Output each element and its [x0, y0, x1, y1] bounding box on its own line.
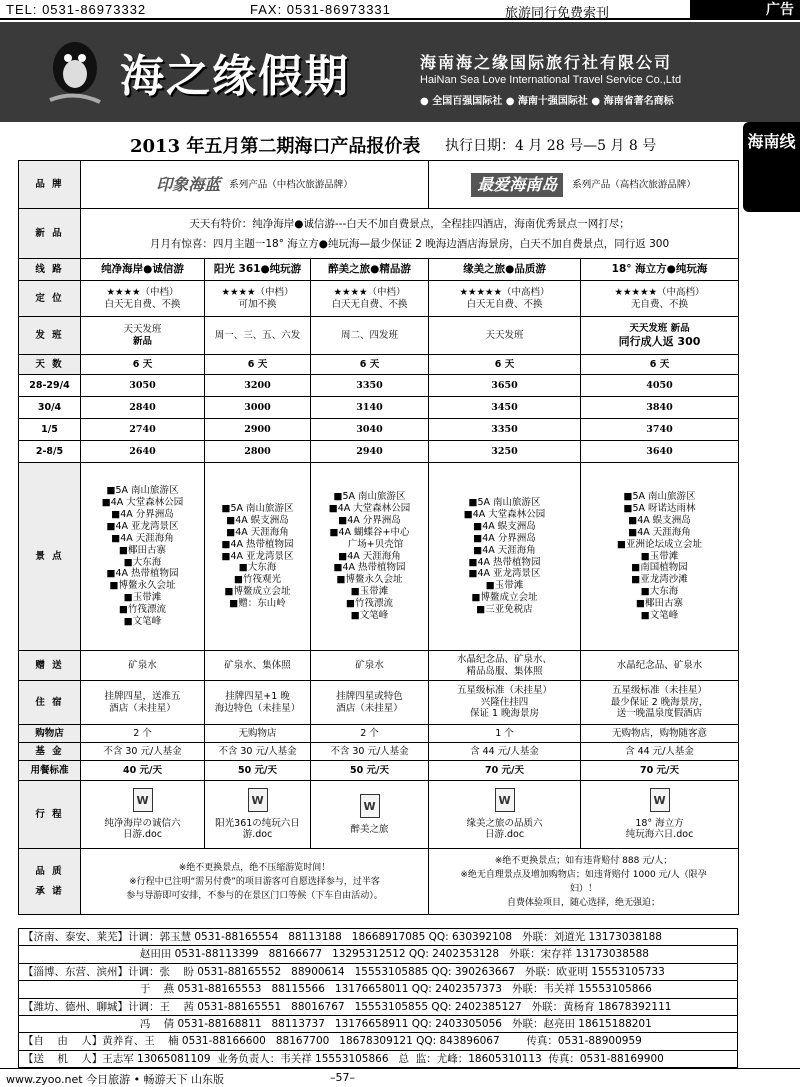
price-value: 3840: [581, 397, 739, 419]
row-label: 线 路: [19, 259, 81, 281]
spot-list: ■5A 南山旅游区 ■4A 大堂森林公园 ■4A 分界洲岛 ■4A 蝴蝶谷+中心 广场+贝壳馆 ■4A 天涯海角 ■4A 热带植物园 ■博鳌永久会址 ■玉带滩 ■竹筏漂流 ■文笔峰: [311, 463, 429, 651]
itinerary-attachment[interactable]: [429, 781, 581, 849]
price-value: 3650: [429, 375, 581, 397]
contact-line: 【潍坊、德州、聊城】计调：王 茜 0531-88165551 88016767 15553105855 QQ: 2402385127 外联：黄杨育 18678392111: [19, 998, 738, 1015]
star-rating: ★★★★（中档）: [221, 286, 294, 298]
gift-value: 水晶纪念品、矿泉水、 精品岛服、集体照: [429, 651, 581, 681]
price-value: 2740: [81, 419, 205, 441]
fund-value: 不含 30 元/人基金: [205, 743, 311, 761]
route-name: 缘美之旅●品质游: [429, 259, 581, 281]
spot-list: ■5A 南山旅游区 ■4A 蜈支洲岛 ■4A 天涯海角 ■4A 热带植物园 ■4A 亚龙湾景区 ■大东海 ■竹筏观光 ■博鳌成立会址 ■赠：东山岭: [205, 463, 311, 651]
document-name[interactable]: 阳光361の纯玩六日 游.doc: [215, 818, 300, 841]
shop-value: 无购物店: [205, 725, 311, 743]
star-rating: ★★★★★（中高档）: [614, 286, 705, 298]
document-name[interactable]: 18° 海立方 纯玩海六日.doc: [625, 818, 694, 841]
meal-value: 40 元/天: [81, 761, 205, 781]
row-label: 景 点: [19, 463, 81, 651]
row-label: 基 金: [19, 743, 81, 761]
price-value: 3140: [311, 397, 429, 419]
meal-value: 70 元/天: [429, 761, 581, 781]
gift-value: 水晶纪念品、矿泉水: [581, 651, 739, 681]
new-product-line: 天天有特价：纯净海岸●诚信游---白天不加自费景点，全程挂四酒店，海南优秀景点一网打尽；: [189, 217, 630, 230]
shop-value: 无购物店，购物随客意: [581, 725, 739, 743]
contact-line: 【淄博、东营、滨州】计调：张 盼 0531-88165552 88900614 15553105885 QQ: 390263667 外联：欧亚明 15553105733: [19, 963, 738, 980]
contact-line: 【自 由 人】黄养育、王 楠 0531-88166600 88167700 18678309121 QQ: 843896067 传真：0531-88900959: [19, 1033, 738, 1050]
spot-list: ■5A 南山旅游区 ■4A 大堂森林公园 ■4A 分界洲岛 ■4A 亚龙湾景区 ■4A 天涯海角 ■椰田古寨 ■大东海 ■4A 热带植物园 ■博鳌永久会址 ■玉带滩 ■竹筏漂流 ■文笔峰: [81, 463, 205, 651]
itinerary-attachment[interactable]: [311, 781, 429, 849]
price-value: 2640: [81, 441, 205, 463]
brand-desc: 系列产品（中档次旅游品牌）: [229, 179, 353, 190]
gift-value: 矿泉水: [311, 651, 429, 681]
page-footer: [0, 1068, 800, 1086]
price-value: 2940: [311, 441, 429, 463]
price-date: 28-29/4: [19, 375, 81, 397]
ad-badge: 广告: [690, 0, 800, 20]
price-value: 3000: [205, 397, 311, 419]
brand-row: [19, 161, 739, 209]
page-title: 2013 年五月第二期海口产品报价表: [130, 136, 421, 157]
price-date: 1/5: [19, 419, 81, 441]
promise-left: ※绝不更换景点，绝不压缩游览时间！ ※行程中已注明“需另付费”的项目游客可自愿选择参与，过半客 参与导游即可安排，不参与的在景区门口等候（下车自由活动）。: [81, 849, 429, 915]
word-document-icon[interactable]: [650, 788, 670, 812]
depart-schedule: 天天发班 新品: [629, 322, 690, 334]
star-rating: ★★★★（中档）: [106, 286, 179, 298]
price-value: 3740: [581, 419, 739, 441]
meal-row: [19, 761, 739, 781]
depart-schedule: 周一、三、五、六发: [214, 329, 301, 341]
route-name: 纯净海岸●诚信游: [81, 259, 205, 281]
price-table: [18, 160, 739, 915]
days-value: 6 天: [311, 355, 429, 375]
star-rating: ★★★★★（中高档）: [459, 286, 550, 298]
spot-list: ■5A 南山旅游区 ■4A 大堂森林公园 ■4A 蜈支洲岛 ■4A 分界洲岛 ■4A 天涯海角 ■4A 热带植物园 ■4A 亚龙湾景区 ■玉带滩 ■博鳌成立会址 ■三亚免税店: [429, 463, 581, 651]
document-name[interactable]: 醉美之旅: [350, 823, 389, 835]
stay-value: 挂牌四星+1 晚 海边特色（未挂星）: [205, 681, 311, 725]
top-bar: [0, 0, 800, 20]
row-label: 品 牌: [19, 161, 81, 209]
row-label: 住 宿: [19, 681, 81, 725]
stay-value: 挂牌四星，送准五 酒店（未挂星）: [81, 681, 205, 725]
price-value: 3450: [429, 397, 581, 419]
spots-row: [19, 463, 739, 651]
row-label: 购物店: [19, 725, 81, 743]
position-note: 无自费、不换: [630, 298, 688, 310]
contact-line: 【济南、泰安、莱芜】计调：郭玉慧 0531-88165554 88113188 18668917085 QQ: 630392108 外联：刘道光 13173038188: [19, 929, 738, 946]
price-value: 3250: [429, 441, 581, 463]
days-value: 6 天: [581, 355, 739, 375]
fax-number: FAX: 0531-86973331: [250, 2, 391, 17]
fund-value: 不含 30 元/人基金: [311, 743, 429, 761]
footer-site: www.zyoo.net 今日旅游 • 畅游天下 山东版: [6, 1073, 225, 1086]
row-label: 品 质 承 诺: [19, 849, 81, 915]
price-value: 3350: [429, 419, 581, 441]
price-date: 30/4: [19, 397, 81, 419]
position-note: 白天无自费、不换: [104, 298, 181, 310]
depart-schedule: 天天发班: [485, 329, 524, 341]
position-note: 白天无自费、不换: [466, 298, 543, 310]
contact-line: 【送 机 人】王志军 13065081109 业务负责人：韦关祥 15553105866 总 监：尤峰：18605310113 传真：0531-88169900: [19, 1050, 738, 1067]
depart-schedule: 周二、四发班: [340, 329, 398, 341]
days-row: [19, 355, 739, 375]
gift-value: 矿泉水: [81, 651, 205, 681]
depart-note: 同行成人返 300: [618, 334, 701, 348]
price-row: [19, 397, 739, 419]
row-label: 用餐标准: [19, 761, 81, 781]
position-note: 可加不换: [238, 298, 277, 310]
price-row: [19, 375, 739, 397]
price-value: 3040: [311, 419, 429, 441]
row-label: 发 班: [19, 317, 81, 355]
price-row: [19, 419, 739, 441]
position-row: [19, 281, 739, 317]
dolphin-mascot-icon: [40, 30, 110, 110]
price-value: 2840: [81, 397, 205, 419]
word-document-icon[interactable]: [248, 788, 268, 812]
new-products-row: [19, 209, 739, 259]
company-name-en: HaiNan Sea Love International Travel Service Co.,Ltd: [420, 74, 682, 86]
promise-right: ※绝不更换景点；如有违背赔付 888 元/人； ※绝无自理景点及增加购物店；如违背赔付 1000 元/人（限孕 妇）！ 自费体验项目，随心选择，绝无强迫；: [429, 849, 739, 915]
new-product-line: 月月有惊喜：四月主题一18° 海立方●纯玩海—最少保证 2 晚海边酒店海景房，白天不加自费景点，同行返 300: [149, 237, 670, 250]
price-value: 3640: [581, 441, 739, 463]
brand-desc: 系列产品（高档次旅游品牌）: [572, 179, 696, 190]
days-value: 6 天: [205, 355, 311, 375]
row-label: 新 品: [19, 209, 81, 259]
spot-list: ■5A 南山旅游区 ■5A 呀诺达雨林 ■4A 蜈支洲岛 ■4A 天涯海角 ■亚洲论坛成立会址 ■玉带滩 ■南国植物园 ■亚龙湾沙滩 ■大东海 ■椰田古寨 ■文笔峰: [581, 463, 739, 651]
itinerary-attachment[interactable]: [581, 781, 739, 849]
price-value: 2800: [205, 441, 311, 463]
brand-logo: 海之缘假期: [120, 51, 350, 102]
contact-table: [18, 928, 738, 1068]
fund-value: 含 44 元/人基金: [429, 743, 581, 761]
shop-value: 1 个: [429, 725, 581, 743]
price-value: 4050: [581, 375, 739, 397]
stay-value: 挂牌四星或特色 酒店（未挂星）: [311, 681, 429, 725]
price-date: 2-8/5: [19, 441, 81, 463]
price-value: 2900: [205, 419, 311, 441]
contact-line: 赵田田 0531-88113399 88166677 13295312512 QQ: 2402353128 外联：宋存祥 13173038588: [19, 946, 738, 963]
route-row: [19, 259, 739, 281]
meal-value: 70 元/天: [581, 761, 739, 781]
stay-row: [19, 681, 739, 725]
shop-value: 2 个: [311, 725, 429, 743]
price-row: [19, 441, 739, 463]
publication-note: 旅游同行免费索刊: [505, 6, 610, 21]
route-name: 18° 海立方●纯玩海: [581, 259, 739, 281]
contact-line: 于 燕 0531-88165553 88115566 13176658011 QQ: 2402357373 外联：韦关祥 15553105866: [19, 981, 738, 998]
star-rating: ★★★★（中档）: [333, 286, 406, 298]
shop-value: 2 个: [81, 725, 205, 743]
meal-value: 50 元/天: [205, 761, 311, 781]
route-name: 醉美之旅●精品游: [311, 259, 429, 281]
depart-row: [19, 317, 739, 355]
telephone: TEL: 0531-86973332: [6, 2, 147, 17]
gift-row: [19, 651, 739, 681]
fund-value: 含 44 元/人基金: [581, 743, 739, 761]
word-document-icon[interactable]: [360, 794, 380, 818]
price-value: 3050: [81, 375, 205, 397]
itinerary-row: [19, 781, 739, 849]
shop-row: [19, 725, 739, 743]
days-value: 6 天: [81, 355, 205, 375]
company-name-cn: 海南海之缘国际旅行社有限公司: [420, 53, 673, 72]
fund-value: 不含 30 元/人基金: [81, 743, 205, 761]
document-name[interactable]: 缘美之旅の品质六 日游.doc: [466, 818, 543, 841]
company-honors: ● 全国百强国际社 ● 海南十强国际社 ● 海南省著名商标: [420, 96, 674, 107]
stay-value: 五星级标准（未挂星） 兴隆住挂四 保证 1 晚海景房: [429, 681, 581, 725]
brand-logo-impression: 印象海蓝: [156, 174, 221, 194]
page-number: –57–: [330, 1071, 355, 1084]
row-label: 赠 送: [19, 651, 81, 681]
meal-value: 50 元/天: [311, 761, 429, 781]
gift-value: 矿泉水、集体照: [205, 651, 311, 681]
route-name: 阳光 361●纯玩游: [205, 259, 311, 281]
row-label: 天 数: [19, 355, 81, 375]
row-label: 行 程: [19, 781, 81, 849]
document-name[interactable]: 纯净海岸の诚信六 日游.doc: [104, 818, 181, 841]
position-note: 白天无自费、不换: [331, 298, 408, 310]
route-tab: 海南线: [743, 122, 800, 212]
stay-value: 五星级标准（未挂星） 最少保证 2 晚海景房， 送一晚温泉度假酒店: [581, 681, 739, 725]
company-banner: [0, 22, 800, 122]
fund-row: [19, 743, 739, 761]
row-label: 定 位: [19, 281, 81, 317]
depart-schedule: 天天发班: [123, 323, 162, 335]
execution-date: 执行日期：4 月 28 号—5 月 8 号: [445, 138, 657, 154]
itinerary-attachment[interactable]: [81, 781, 205, 849]
itinerary-attachment[interactable]: [205, 781, 311, 849]
brand-logo-favorite: 最爱海南岛: [471, 173, 563, 197]
word-document-icon[interactable]: [495, 788, 515, 812]
promise-row: [19, 849, 739, 915]
days-value: 6 天: [429, 355, 581, 375]
word-document-icon[interactable]: [133, 788, 153, 812]
price-value: 3350: [311, 375, 429, 397]
depart-note: 新品: [132, 335, 152, 347]
contact-line: 冯 倩 0531-88168811 88113737 13176658911 QQ: 2403305056 外联：赵亮田 18615188201: [19, 1016, 738, 1033]
price-value: 3200: [205, 375, 311, 397]
